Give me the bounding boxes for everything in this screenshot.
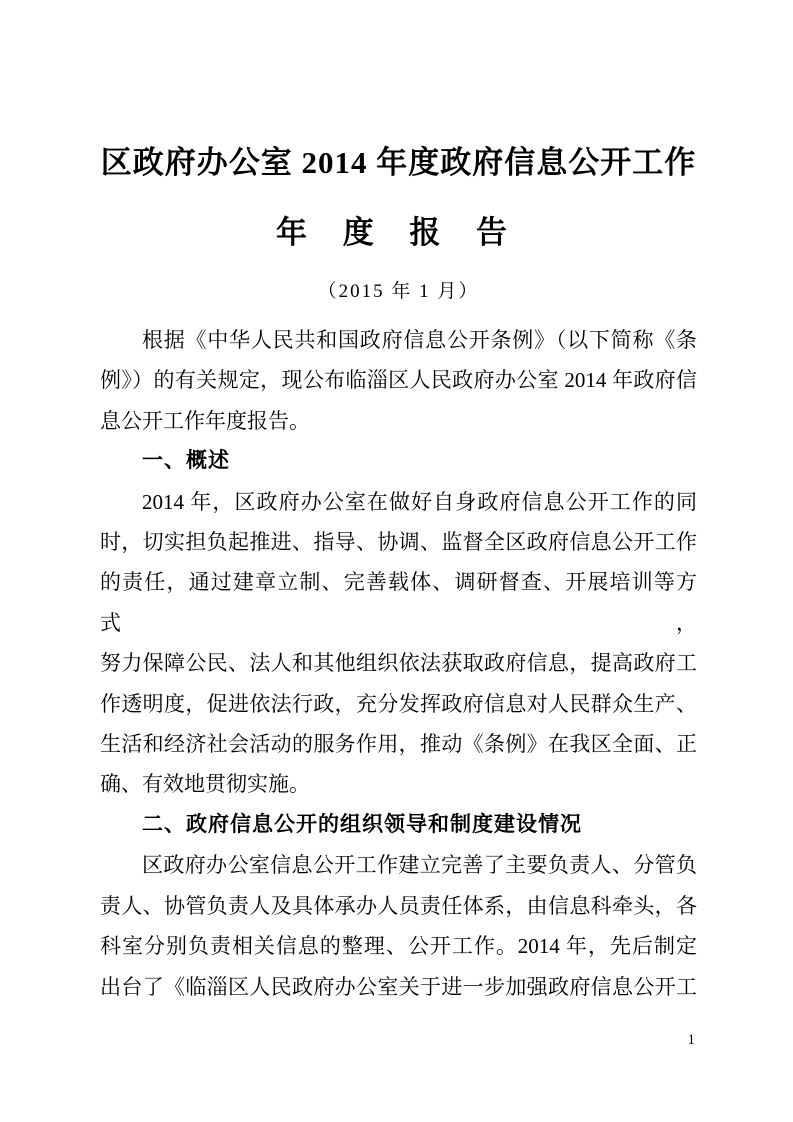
- body-line: 生活和经济社会活动的服务作用，推动《条例》在我区全面、正: [100, 732, 697, 757]
- body-line: 例》）的有关规定，现公布临淄区人民政府办公室 2014 年政府信: [100, 368, 697, 393]
- section-heading-organization: 二、政府信息公开的组织领导和制度建设情况: [142, 812, 582, 836]
- page-number: 1: [687, 1032, 695, 1048]
- body-line: 科室分别负责相关信息的整理、公开工作。2014 年，先后制定: [100, 934, 697, 959]
- document-content: [100, 140, 697, 1007]
- document-date: （2015 年 1 月）: [317, 281, 480, 302]
- body-line: 确、有效地贯彻实施。: [100, 772, 310, 797]
- document-body: [100, 320, 697, 1007]
- body-line: 时，切实担负起推进、指导、协调、监督全区政府信息公开工作: [100, 530, 697, 555]
- body-line: 2014 年，区政府办公室在做好自身政府信息公开工作的同: [142, 489, 697, 514]
- body-line: 的责任，通过建章立制、完善载体、调研督查、开展培训等方式，: [100, 570, 697, 635]
- document-title-line1: 区政府办公室 2014 年度政府信息公开工作: [100, 145, 697, 180]
- body-line: 息公开工作年度报告。: [100, 408, 310, 433]
- body-line: 努力保障公民、法人和其他组织依法获取政府信息，提高政府工: [100, 651, 697, 676]
- body-line: 区政府办公室信息公开工作建立完善了主要负责人、分管负: [142, 853, 697, 878]
- body-line: 根据《中华人民共和国政府信息公开条例》（以下简称《条: [142, 328, 697, 352]
- body-line: 出台了《临淄区人民政府办公室关于进一步加强政府信息公开工: [100, 974, 697, 999]
- body-line: 作透明度，促进依法行政，充分发挥政府信息对人民群众生产、: [100, 691, 697, 716]
- body-line: 责人、协管负责人及具体承办人员责任体系，由信息科牵头，各: [100, 893, 697, 918]
- section-heading-overview: 一、概述: [142, 449, 230, 473]
- document-title-line2: 年 度 报 告: [276, 215, 521, 250]
